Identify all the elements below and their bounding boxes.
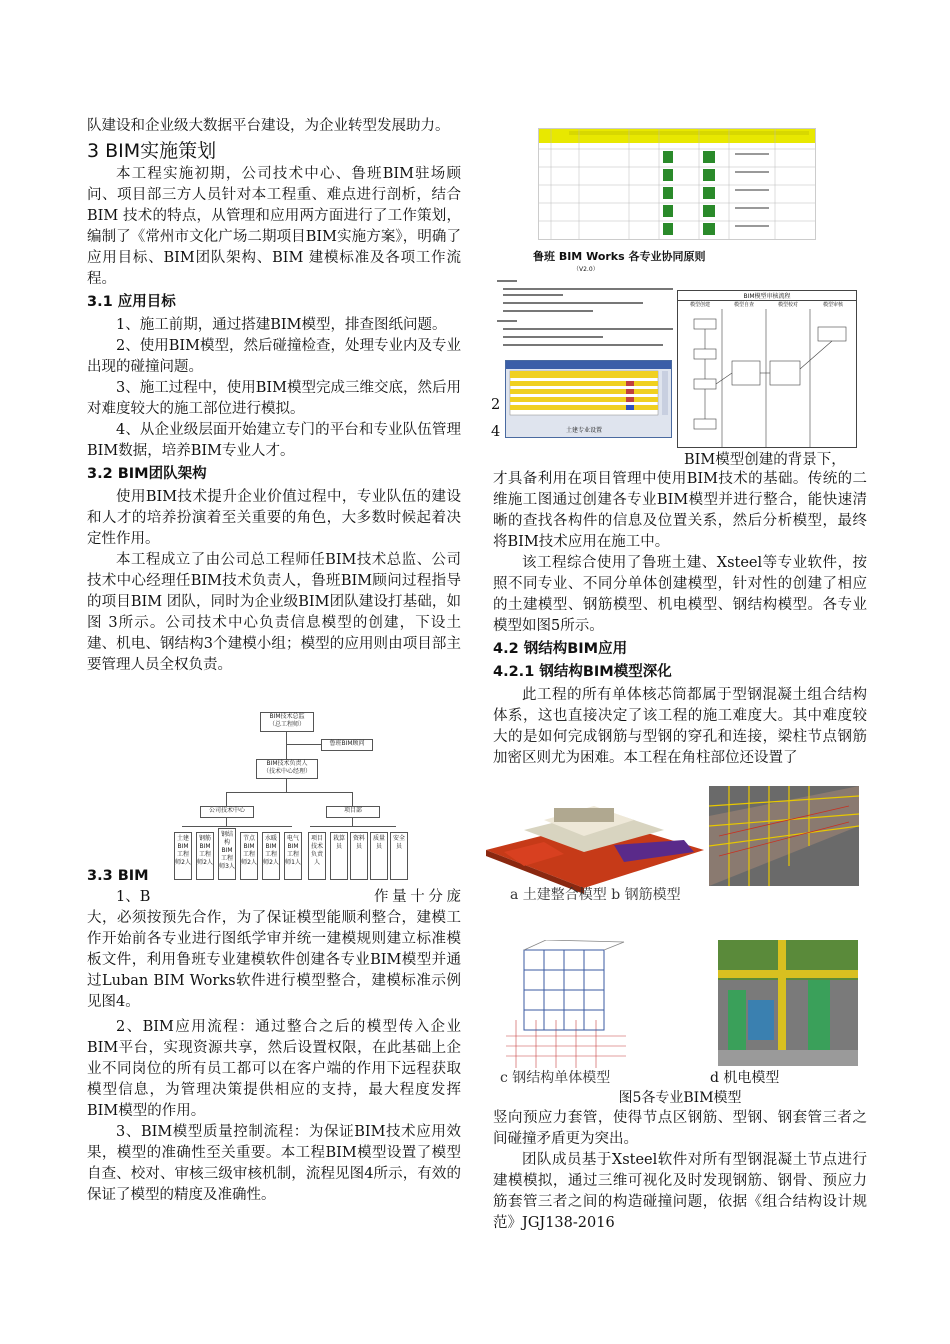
flow-col-4: 模型审核 <box>822 302 843 308</box>
left-column <box>87 116 461 676</box>
paragraph-sec3: 本工程实施初期，公司技术中心、鲁班BIM驻场顾问、项目部三方人员针对本工程重、难点进行剖析，结合 BIM 技术的特点，从管理和应用两方面进行了工作策划，编制了《常州市文化广场二期项目BIM实施方案》，明确了应用目标、BIM团队架构、BIM 建模标准及各项工作流程。 <box>87 166 461 287</box>
section-3-3-heading: 3.3 BIM <box>87 868 149 884</box>
org-modeler-2: 钢筋BIM工程师2人 <box>196 832 214 880</box>
subcaption-ab <box>510 880 710 902</box>
doc-version: （V2.0） <box>573 266 599 273</box>
org-staff-2: 栽算员 <box>330 832 348 880</box>
paragraph-3-2b: 本工程成立了由公司总工程师任BIM技术总监、公司技术中心经理任BIM技术负责人，鲁班BIM顾问过程指导的项目BIM 团队，同时为企业级BIM团队建设打基础，如图 3所示。公司技术中心负责信息模型的创建，下设土建、机电、钢结构3个建模小组；模型的应用则由项目部主要管理人员全权负责。 <box>87 552 461 673</box>
obscured-frag-1: 2 <box>491 397 501 413</box>
org-modeler-4: 节点BIM工程师2人 <box>240 832 258 880</box>
doc-title: 鲁班 BIM Works 各专业协同原则 <box>533 250 706 263</box>
paragraph-3-3c: 3、BIM模型质量控制流程：为保证BIM技术应用效果，模型的准确性至关重要。本工程BIM模型设置了模型自查、校对、审核三级审核机制，流程见图4所示，有效的保证了模型的精度及准确性。 <box>87 1124 461 1203</box>
render-mep-model <box>718 940 858 1066</box>
dialog-caption: 土建专业设置 <box>566 427 603 434</box>
org-project: 项目部 <box>326 806 380 818</box>
spreadsheet-image <box>539 129 815 239</box>
goal-2: 2、使用BIM模型，然后碰撞检查，处理专业内及专业出现的碰撞问题。 <box>87 338 461 375</box>
obscured-frag-2: 4 <box>491 424 501 440</box>
render-civil-model <box>484 790 704 894</box>
paragraph-4-1b: 该工程综合使用了鲁班土建、Xsteel等专业软件，按照不同专业、不同分单体创建模型，针对性的创建了相应的土建模型、钢筋模型、机电模型、钢结构模型。各专业模型如图5所示。 <box>493 555 867 634</box>
goal-1: 1、施工前期，通过搭建BIM模型，排查图纸问题。 <box>116 317 447 333</box>
subcaption-ab-text: a 土建整合模型 b 钢筋模型 <box>510 887 681 902</box>
org-modeler-6: 电气BIM工程师1人 <box>284 832 302 880</box>
p33a-block <box>87 887 461 1206</box>
org-modeler-3: 钢结构BIM工程师3人 <box>218 828 236 880</box>
p33-frag: 1、B <box>116 889 151 905</box>
org-staff-3: 资料员 <box>350 832 368 880</box>
section-3-1-heading: 3.1 应用目标 <box>87 294 176 310</box>
org-staff-5: 安全员 <box>390 832 408 880</box>
figure4-dialog <box>505 360 672 438</box>
dialog-titlebar <box>506 361 671 369</box>
paragraph-after-fig5-1: 竖向预应力套管，使得节点区钢筋、型钢、钢套管三者之间碰撞矛盾更为突出。 <box>493 1110 867 1147</box>
org-modeler-1: 土建BIM工程师2人 <box>174 832 192 880</box>
render-rebar-model <box>709 786 859 886</box>
org-tech-center: 公司技术中心 <box>200 806 254 818</box>
section-3-heading: 3 BIM实施策划 <box>87 140 217 162</box>
org-director: BIM技术总监 （总工程师） <box>260 712 314 732</box>
paragraph-3-3a: 作量十分庞大，必须按预先合作，为了保证模型能顺利整合，建模工作开始前各专业进行图纸学审并统一建模规则建立标准模板文件，利用鲁班专业建模软件创建各专业BIM模型并通过Luban BIM Works软件进行模型整合，建模标准示例见图4。 <box>87 889 461 1010</box>
paragraph-3-2a: 使用BIM技术提升企业价值过程中，专业队伍的建设和人才的培养扮演着至关重要的角色，大多数时候起着决定性作用。 <box>87 489 461 547</box>
org-staff-4: 质量员 <box>370 832 388 880</box>
paragraph-4-1a: 才具备利用在项目管理中使用BIM技术的基础。传统的二维施工图通过创建各专业BIM模型并进行整合，能快速清晰的查找各构件的信息及位置关系，然后分析模型，最终将BIM技术应用在施工中。 <box>493 471 867 550</box>
flow-col-2: 模型自查 <box>733 302 754 308</box>
flow-title: BIM模型审核流程 <box>678 291 856 301</box>
doc-text-lines <box>493 274 673 354</box>
right-column-lower <box>493 1108 867 1234</box>
figure5-caption: 图5各专业BIM模型 <box>618 1090 742 1106</box>
paragraph-after-fig5-2: 团队成员基于Xsteel软件对所有型钢混凝土节点进行建模模拟，通过三维可视化及时发现钢筋、钢骨、预应力筋套管三者之间的构造碰撞问题，依据《组合结构设计规范》JGJ138-2016 <box>493 1152 867 1231</box>
section-3-2-heading: 3.2 BIM团队架构 <box>87 466 207 482</box>
render-steel-model <box>506 940 626 1068</box>
org-consultant: 鲁班BIM顾问 <box>321 739 373 751</box>
flow-col-3: 模型校对 <box>777 302 798 308</box>
org-lead: BIM技术负责人 （技术中心经理） <box>256 759 318 779</box>
paragraph-intro-tail: 队建设和企业级大数据平台建设，为企业转型发展助力。 <box>87 118 450 134</box>
section-4-2-1-heading: 4.2.1 钢结构BIM模型深化 <box>493 664 672 680</box>
dialog-table <box>506 369 671 425</box>
figure4-flowchart <box>677 290 857 448</box>
subcaption-d: d 机电模型 <box>710 1070 780 1086</box>
paragraph-4-2-1: 此工程的所有单体核芯筒都属于型钢混凝土组合结构体系，这也直接决定了该工程的施工难度大。其中难度较大的是如何完成钢筋与型钢的穿孔和连接，梁柱节点钢筋加密区则尤为困难。本工程在角柱部位还设置了 <box>493 687 867 766</box>
paragraph-3-3b: 2、BIM应用流程：通过整合之后的模型传入企业BIM平台，实现资源共享，然后设置权限，在此基础上企业不同岗位的所有员工都可以在客户端的作用下远程获取模型信息，为管理决策提供相应的支持，最大程度发挥BIM模型的作用。 <box>87 1019 461 1119</box>
p41-line1-tail: BIM模型创建的背景下， <box>684 452 846 468</box>
org-chart <box>174 710 405 880</box>
goal-4: 4、从企业级层面开始建立专门的平台和专业队伍管理BIM数据，培养BIM专业人才。 <box>87 422 461 459</box>
right-column <box>493 469 867 769</box>
figure4-spreadsheet <box>538 128 816 240</box>
flow-diagram <box>678 309 856 447</box>
org-modeler-5: 水暖BIM工程师2人 <box>262 832 280 880</box>
subcaption-c: c 钢结构单体模型 <box>500 1070 611 1086</box>
org-staff-1: 项目技术负责人 <box>308 832 326 880</box>
flow-col-1: 模型创建 <box>689 302 710 308</box>
goal-3: 3、施工过程中，使用BIM模型完成三维交底，然后用对难度较大的施工部位进行模拟。 <box>87 380 461 417</box>
section-4-2-heading: 4.2 钢结构BIM应用 <box>493 641 628 657</box>
